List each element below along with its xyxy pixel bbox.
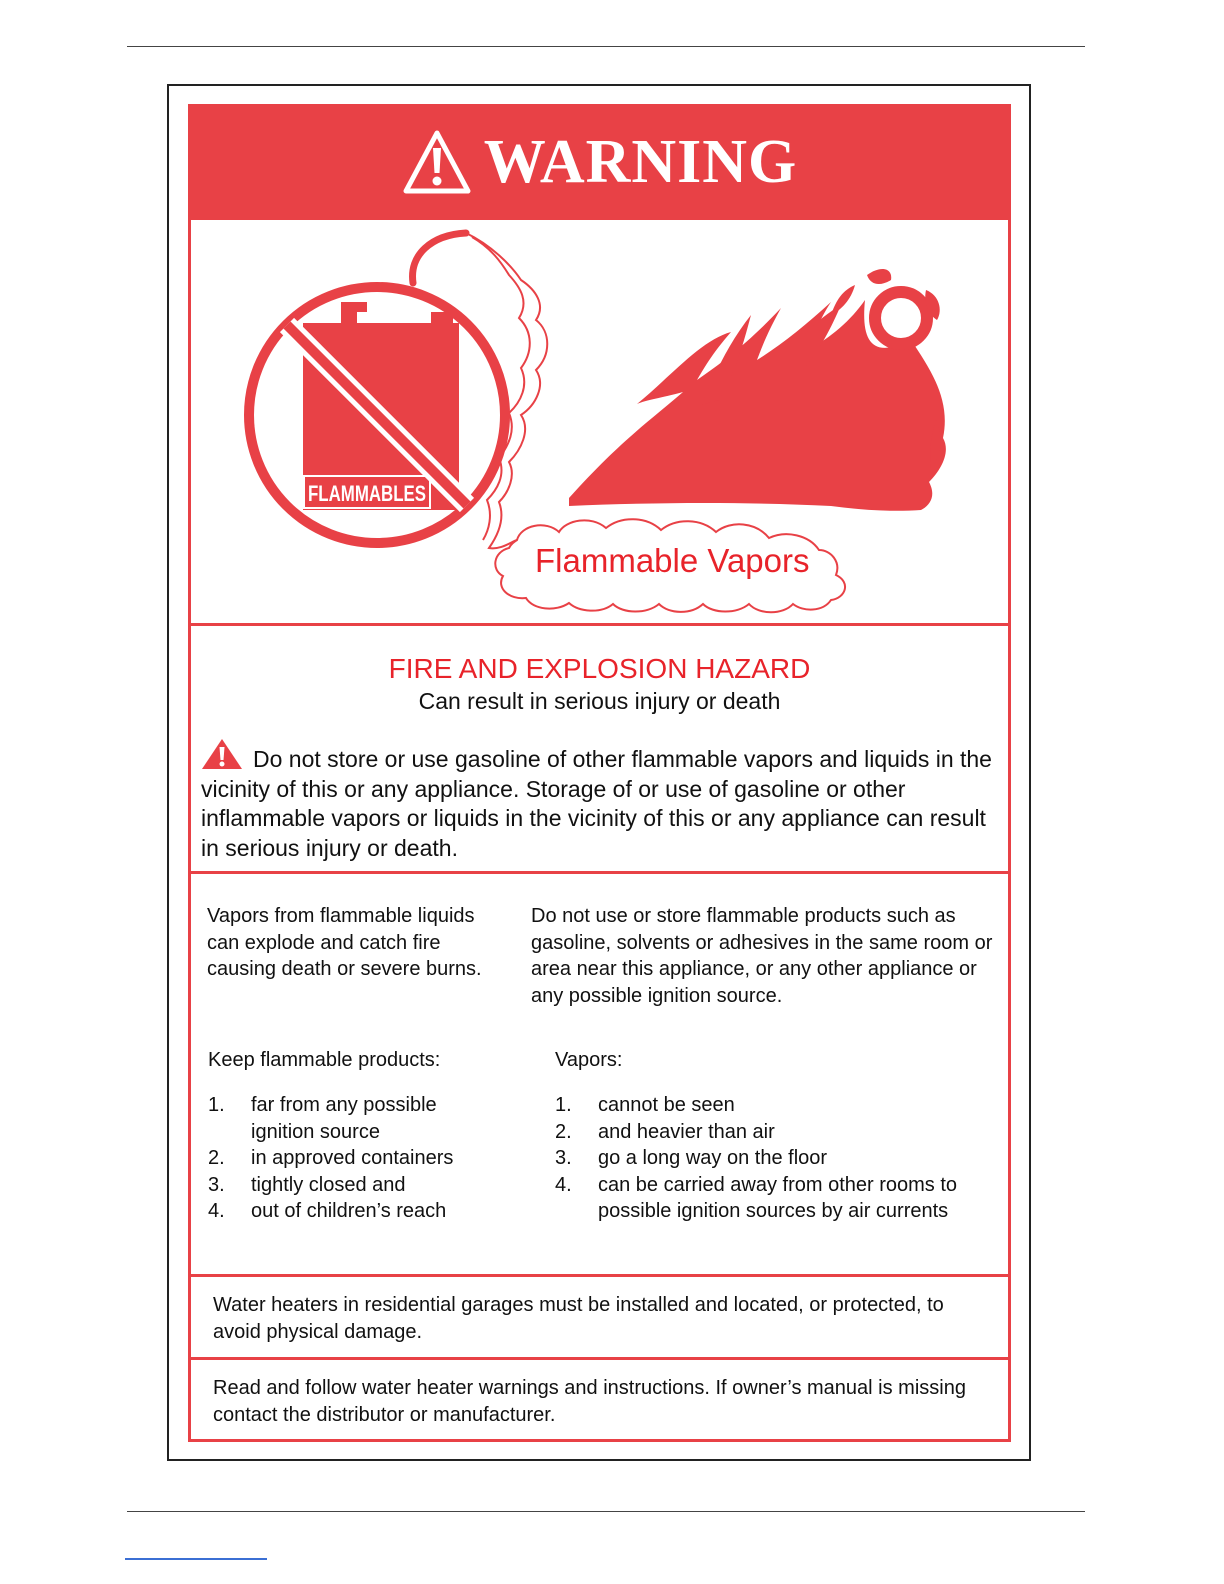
list-item: 2. in approved containers bbox=[208, 1147, 454, 1169]
do-not-store-text: Do not use or store flammable products such as gasoline, solvents or adhesives in the same room or area near this appliance, or any other appliance or any possible ignition source. bbox=[531, 905, 993, 1007]
footer-link-underline[interactable] bbox=[125, 1558, 267, 1560]
keep-heading: Keep flammable products: bbox=[208, 1049, 441, 1071]
details-section bbox=[191, 874, 1008, 1277]
vapors-list bbox=[555, 1092, 1005, 1225]
prohibited-flammables-icon bbox=[249, 287, 505, 543]
list-item: 1. cannot be seen bbox=[555, 1094, 735, 1116]
list-item: 2. and heavier than air bbox=[555, 1120, 775, 1143]
list-item: 4. can be carried away from other rooms to possible ignition sources by air currents bbox=[555, 1173, 958, 1222]
vapor-label: Flammable Vapors bbox=[535, 542, 810, 579]
caution-triangle-icon bbox=[201, 738, 243, 770]
list-item: 3. go a long way on the floor bbox=[555, 1147, 828, 1169]
warning-title: WARNING bbox=[483, 127, 798, 196]
keep-list bbox=[208, 1092, 498, 1225]
list-item: 1. far from any possible ignition source bbox=[208, 1094, 437, 1143]
manual-note bbox=[191, 1360, 1008, 1439]
hazard-title: FIRE AND EXPLOSION HAZARD bbox=[388, 653, 811, 684]
list-item: 3. tightly closed and bbox=[208, 1173, 406, 1196]
can-label: FLAMMABLES bbox=[308, 481, 426, 506]
vapors-heading: Vapors: bbox=[555, 1049, 623, 1071]
manual-note-text: Read and follow water heater warnings and instructions. If owner’s manual is missing contact the distributor or manufacturer. bbox=[213, 1377, 966, 1426]
fire-explosion-icon bbox=[569, 269, 946, 511]
top-rule bbox=[127, 46, 1085, 47]
hose bbox=[413, 233, 466, 283]
vapors-explode-text: Vapors from flammable liquids can explode and catch fire causing death or severe burns. bbox=[207, 905, 482, 980]
hazard-subtitle: Can result in serious injury or death bbox=[418, 688, 781, 714]
bottom-rule bbox=[127, 1511, 1085, 1512]
warning-triangle-icon bbox=[402, 128, 472, 196]
hazard-body-text: Do not store or use gasoline of other flammable vapors and liquids in the vicinity of this or any appliance. Storage of or use of gasoline or other inflammable vapors or liquids in the vicinity of this or any appliance can result in serious injury or death. bbox=[201, 746, 992, 861]
list-item: 4. out of children’s reach bbox=[208, 1200, 447, 1222]
garage-note bbox=[191, 1277, 1008, 1360]
warning-label bbox=[188, 104, 1011, 1442]
warning-header bbox=[191, 107, 1008, 220]
hazard-illustration bbox=[191, 220, 1008, 626]
garage-note-text: Water heaters in residential garages must be installed and located, or protected, to avoid physical damage. bbox=[213, 1294, 944, 1343]
hazard-section bbox=[191, 626, 1008, 874]
